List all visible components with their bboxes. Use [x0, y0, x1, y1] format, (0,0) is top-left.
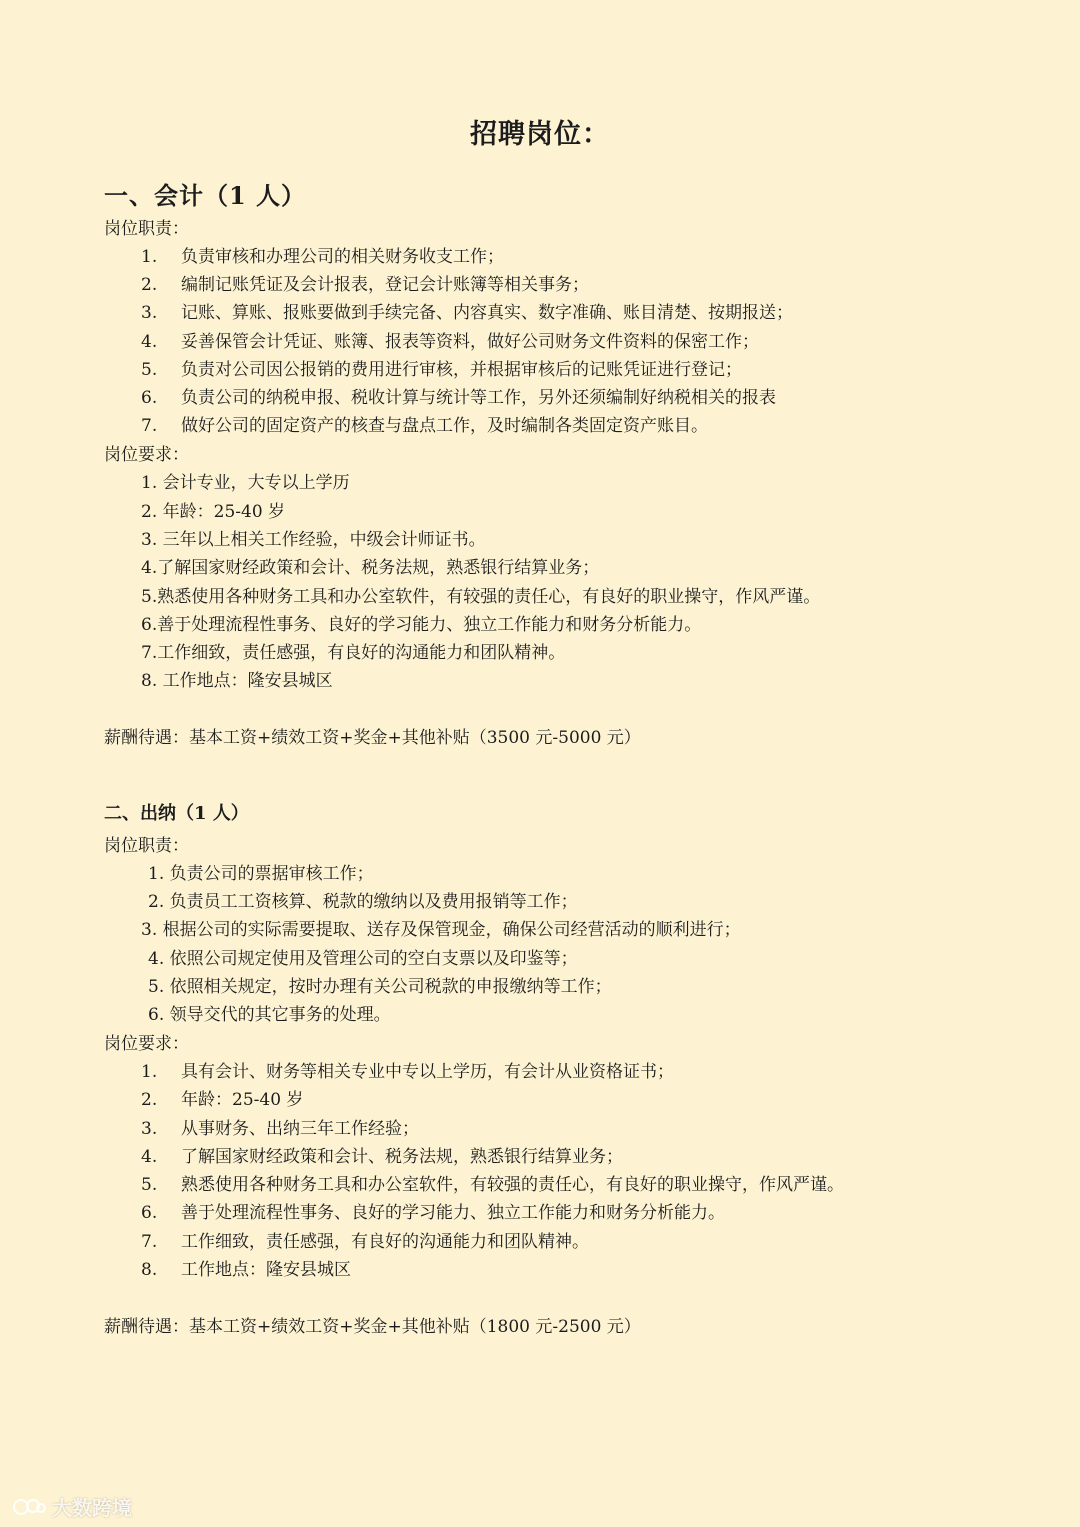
job1-requirement-item: 7.工作细致，责任感强，有良好的沟通能力和团队精神。 [141, 643, 566, 663]
job1-duty-item: 5. 负责对公司因公报销的费用进行审核，并根据审核后的记账凭证进行登记； [141, 360, 742, 380]
job2-requirement-item: 7. 工作细致，责任感强，有良好的沟通能力和团队精神。 [141, 1232, 589, 1252]
job1-requirement-item: 8. 工作地点：隆安县城区 [141, 671, 333, 691]
job2-requirements-label: 岗位要求： [104, 1034, 189, 1054]
job1-requirement-item: 4.了解国家财经政策和会计、税务法规，熟悉银行结算业务； [141, 558, 600, 578]
job2-heading: 二、出纳（1 人） [104, 803, 249, 824]
job2-duty-item: 1. 负责公司的票据审核工作； [148, 864, 374, 884]
job1-duty-item: 3. 记账、算账、报账要做到手续完备、内容真实、数字准确、账目清楚、按期报送； [141, 303, 793, 323]
job2-duty-item: 4. 依照公司规定使用及管理公司的空白支票以及印鉴等； [148, 949, 578, 969]
watermark-text: 大数跨境 [52, 1496, 132, 1520]
job1-requirement-item: 5.熟悉使用各种财务工具和办公室软件，有较强的责任心，有良好的职业操守，作风严谨。 [141, 587, 821, 607]
job2-requirement-item: 4. 了解国家财经政策和会计、税务法规，熟悉银行结算业务； [141, 1147, 623, 1167]
job1-duty-item: 2. 编制记账凭证及会计报表，登记会计账簿等相关事务； [141, 275, 589, 295]
job1-duties-label: 岗位职责： [104, 219, 189, 239]
job1-requirement-item: 6.善于处理流程性事务、良好的学习能力、独立工作能力和财务分析能力。 [141, 615, 702, 635]
wechat-logo-icon [12, 1496, 46, 1518]
job2-requirement-item: 6. 善于处理流程性事务、良好的学习能力、独立工作能力和财务分析能力。 [141, 1203, 725, 1223]
job2-duty-item: 6. 领导交代的其它事务的处理。 [148, 1005, 391, 1025]
job1-duty-item: 6. 负责公司的纳税申报、税收计算与统计等工作，另外还须编制好纳税相关的报表 [141, 388, 776, 408]
job1-heading: 一、会计（1 人） [104, 181, 307, 210]
job1-duty-item: 4. 妥善保管会计凭证、账簿、报表等资料，做好公司财务文件资料的保密工作； [141, 332, 759, 352]
job2-requirement-item: 5. 熟悉使用各种财务工具和办公室软件，有较强的责任心，有良好的职业操守，作风严谨。 [141, 1175, 844, 1195]
job1-requirement-item: 1. 会计专业，大专以上学历 [141, 473, 350, 493]
job2-duty-item: 5. 依照相关规定，按时办理有关公司税款的申报缴纳等工作； [148, 977, 612, 997]
job1-salary: 薪酬待遇：基本工资+绩效工资+奖金+其他补贴（3500 元-5000 元） [104, 728, 641, 748]
job2-requirement-item: 3. 从事财务、出纳三年工作经验； [141, 1119, 419, 1139]
job2-duty-item: 3. 根据公司的实际需要提取、送存及保管现金，确保公司经营活动的顺利进行； [141, 920, 741, 940]
page-title: 招聘岗位： [470, 119, 610, 150]
job2-requirement-item: 8. 工作地点：隆安县城区 [141, 1260, 351, 1280]
job2-duty-item: 2. 负责员工工资核算、税款的缴纳以及费用报销等工作； [148, 892, 578, 912]
job1-requirement-item: 3. 三年以上相关工作经验，中级会计师证书。 [141, 530, 486, 550]
job1-duty-item: 1. 负责审核和办理公司的相关财务收支工作； [141, 247, 504, 267]
job1-requirements-label: 岗位要求： [104, 445, 189, 465]
job2-requirement-item: 1. 具有会计、财务等相关专业中专以上学历，有会计从业资格证书； [141, 1062, 674, 1082]
job2-requirement-item: 2. 年龄：25-40 岁 [141, 1090, 304, 1110]
job1-requirement-item: 2. 年龄：25-40 岁 [141, 502, 286, 522]
job2-salary: 薪酬待遇：基本工资+绩效工资+奖金+其他补贴（1800 元-2500 元） [104, 1317, 641, 1337]
job2-duties-label: 岗位职责： [104, 836, 189, 856]
job1-duty-item: 7. 做好公司的固定资产的核查与盘点工作，及时编制各类固定资产账目。 [141, 416, 708, 436]
watermark [12, 1492, 132, 1521]
